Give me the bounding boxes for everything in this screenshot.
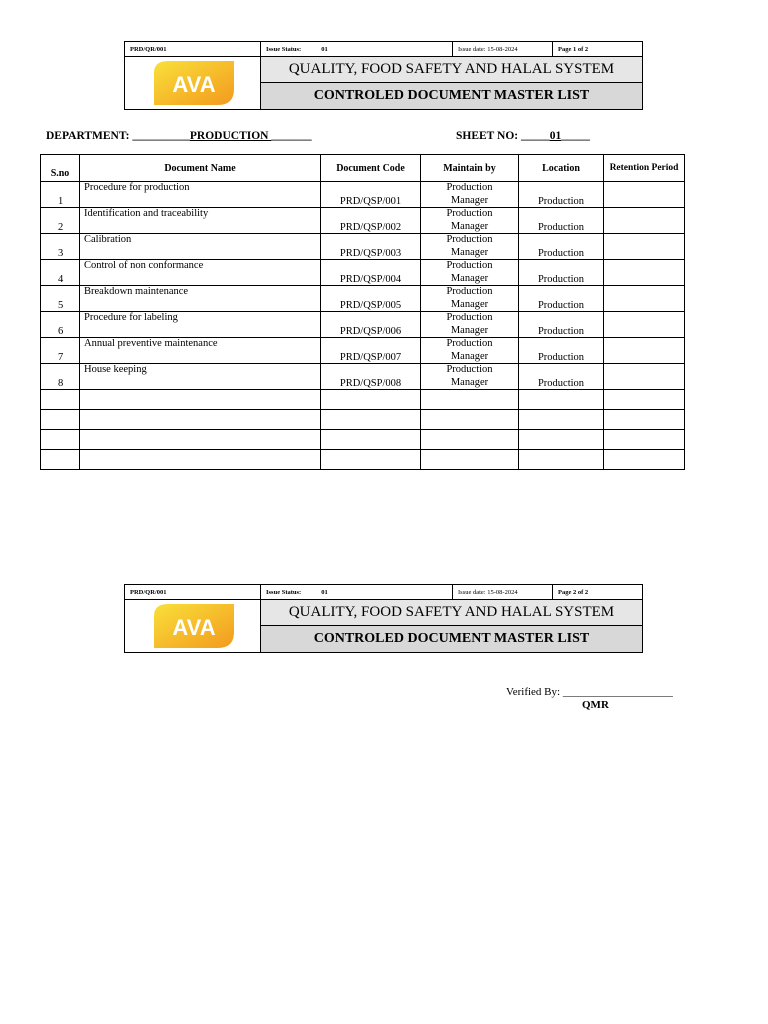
issue-status — [261, 585, 453, 599]
form-code: PRD/QR/001 — [125, 585, 261, 599]
row-document-name: Procedure for production — [80, 182, 321, 208]
page-number: Page 1 of 2 — [558, 45, 589, 53]
document-header-page-2 — [124, 584, 643, 653]
row-location: Production — [519, 338, 604, 364]
document-subtitle: CONTROLED DOCUMENT MASTER LIST — [261, 83, 642, 109]
row-maintain-by: Production Manager — [421, 364, 519, 390]
issue-status — [261, 42, 453, 56]
row-sno: 1 — [41, 182, 80, 208]
row-location: Production — [519, 312, 604, 338]
empty-cell — [321, 410, 421, 430]
row-location: Production — [519, 234, 604, 260]
empty-cell — [604, 430, 685, 450]
empty-cell — [321, 430, 421, 450]
row-sno: 3 — [41, 234, 80, 260]
row-maintain-by: Production Manager — [421, 260, 519, 286]
signature-line: ____________________ — [562, 686, 673, 698]
row-document-name: Identification and traceability — [80, 208, 321, 234]
table-row — [41, 364, 685, 390]
row-document-name: Calibration — [80, 234, 321, 260]
verified-by — [506, 686, 673, 698]
header-meta-row — [125, 42, 642, 57]
row-maintain-by: Production Manager — [421, 312, 519, 338]
issue-date: Issue date: 15-08-2024 — [453, 42, 553, 56]
row-document-code: PRD/QSP/001 — [321, 182, 421, 208]
empty-cell — [41, 430, 80, 450]
empty-table-row — [41, 430, 685, 450]
department-label: DEPARTMENT: — [46, 130, 133, 142]
row-document-code: PRD/QSP/005 — [321, 286, 421, 312]
row-document-code: PRD/QSP/008 — [321, 364, 421, 390]
row-sno: 7 — [41, 338, 80, 364]
empty-cell — [421, 390, 519, 410]
table-header-row — [41, 155, 685, 182]
table-row — [41, 286, 685, 312]
document-header-page-1 — [124, 41, 643, 110]
empty-cell — [80, 390, 321, 410]
row-sno: 4 — [41, 260, 80, 286]
ava-logo-icon — [148, 59, 238, 107]
empty-cell — [41, 450, 80, 470]
empty-cell — [519, 410, 604, 430]
row-retention-period — [604, 312, 685, 338]
column-header-sno: S.no — [41, 155, 80, 182]
row-sno: 5 — [41, 286, 80, 312]
department-line: DEPARTMENT: __________PRODUCTION _______ — [46, 130, 312, 142]
empty-cell — [421, 430, 519, 450]
empty-cell — [519, 450, 604, 470]
row-document-code: PRD/QSP/003 — [321, 234, 421, 260]
form-code: PRD/QR/001 — [125, 42, 261, 56]
row-document-code: PRD/QSP/006 — [321, 312, 421, 338]
empty-cell — [421, 450, 519, 470]
issue-status-label: Issue Status: — [266, 588, 302, 596]
row-retention-period — [604, 364, 685, 390]
row-retention-period — [604, 338, 685, 364]
row-maintain-by: Production Manager — [421, 338, 519, 364]
row-document-name: Breakdown maintenance — [80, 286, 321, 312]
document-subtitle: CONTROLED DOCUMENT MASTER LIST — [261, 626, 642, 652]
row-location: Production — [519, 208, 604, 234]
row-sno: 8 — [41, 364, 80, 390]
company-logo — [125, 57, 261, 109]
svg-text:AVA: AVA — [171, 615, 216, 640]
empty-cell — [41, 390, 80, 410]
verifier-role: QMR — [582, 699, 609, 711]
empty-cell — [519, 430, 604, 450]
row-sno: 2 — [41, 208, 80, 234]
column-header-location: Location — [519, 155, 604, 182]
row-retention-period — [604, 234, 685, 260]
issue-status-value: 01 — [321, 588, 328, 596]
document-title: QUALITY, FOOD SAFETY AND HALAL SYSTEM — [261, 57, 642, 83]
row-retention-period — [604, 182, 685, 208]
row-location: Production — [519, 286, 604, 312]
page-number: Page 2 of 2 — [558, 588, 589, 596]
company-logo — [125, 600, 261, 652]
row-document-name: Control of non conformance — [80, 260, 321, 286]
empty-cell — [80, 410, 321, 430]
row-maintain-by: Production Manager — [421, 208, 519, 234]
row-location: Production — [519, 364, 604, 390]
column-header-document-name: Document Name — [80, 155, 321, 182]
row-document-code: PRD/QSP/002 — [321, 208, 421, 234]
row-document-name: Procedure for labeling — [80, 312, 321, 338]
sheet-line: SHEET NO: _____01_____ — [456, 130, 590, 142]
empty-cell — [604, 450, 685, 470]
empty-cell — [604, 390, 685, 410]
empty-table-row — [41, 390, 685, 410]
empty-cell — [421, 410, 519, 430]
row-sno: 6 — [41, 312, 80, 338]
column-header-document-code: Document Code — [321, 155, 421, 182]
svg-text:AVA: AVA — [171, 72, 216, 97]
empty-table-row — [41, 410, 685, 430]
empty-cell — [321, 390, 421, 410]
department-value: PRODUCTION — [189, 130, 272, 142]
ava-logo-icon — [148, 602, 238, 650]
row-retention-period — [604, 260, 685, 286]
row-retention-period — [604, 208, 685, 234]
row-document-code: PRD/QSP/004 — [321, 260, 421, 286]
issue-date: Issue date: 15-08-2024 — [453, 585, 553, 599]
empty-cell — [41, 410, 80, 430]
empty-cell — [80, 450, 321, 470]
sheet-label: SHEET NO: — [456, 130, 521, 142]
empty-cell — [519, 390, 604, 410]
header-meta-row — [125, 585, 642, 600]
row-retention-period — [604, 286, 685, 312]
document-master-table — [40, 154, 685, 470]
row-maintain-by: Production Manager — [421, 182, 519, 208]
sheet-value: 01 — [549, 130, 562, 142]
empty-table-row — [41, 450, 685, 470]
issue-status-value: 01 — [321, 45, 328, 53]
empty-cell — [604, 410, 685, 430]
table-row — [41, 208, 685, 234]
empty-cell — [321, 450, 421, 470]
table-row — [41, 312, 685, 338]
row-maintain-by: Production Manager — [421, 286, 519, 312]
empty-cell — [80, 430, 321, 450]
row-document-name: House keeping — [80, 364, 321, 390]
table-row — [41, 338, 685, 364]
table-row — [41, 234, 685, 260]
column-header-maintain-by: Maintain by — [421, 155, 519, 182]
row-location: Production — [519, 260, 604, 286]
column-header-retention-period: Retention Period — [604, 155, 685, 182]
row-maintain-by: Production Manager — [421, 234, 519, 260]
verified-by-label: Verified By: — [506, 686, 563, 698]
table-row — [41, 182, 685, 208]
document-title: QUALITY, FOOD SAFETY AND HALAL SYSTEM — [261, 600, 642, 626]
row-document-code: PRD/QSP/007 — [321, 338, 421, 364]
table-row — [41, 260, 685, 286]
issue-status-label: Issue Status: — [266, 45, 302, 53]
row-document-name: Annual preventive maintenance — [80, 338, 321, 364]
row-location: Production — [519, 182, 604, 208]
